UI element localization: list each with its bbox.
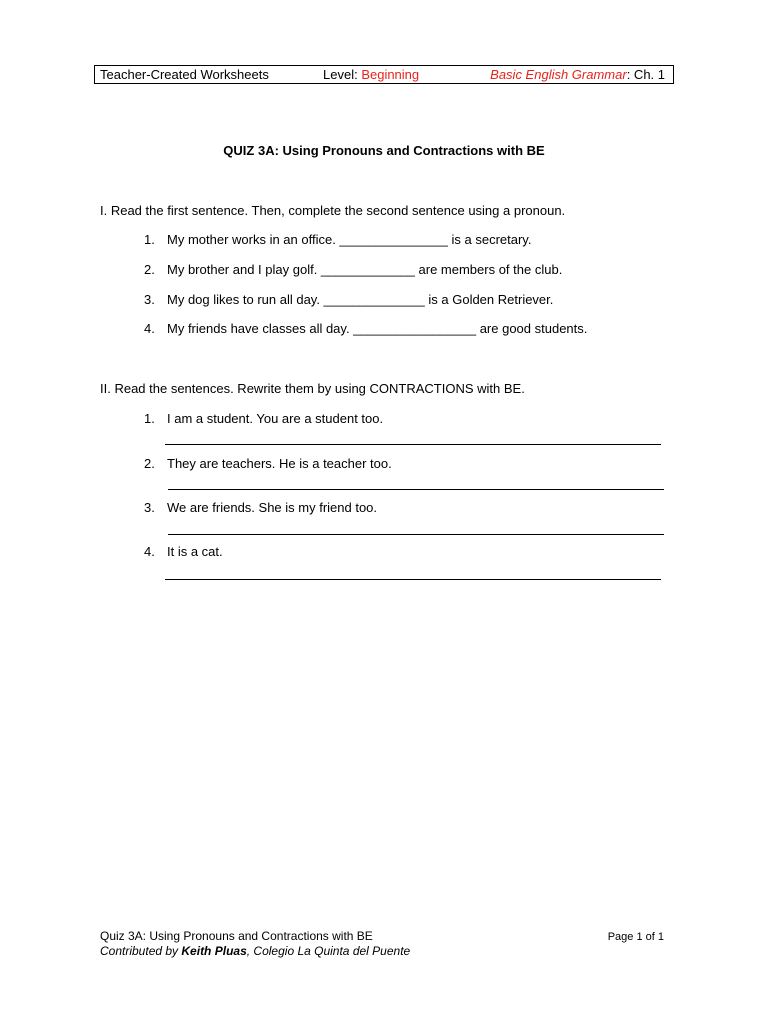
quiz-title: QUIZ 3A: Using Pronouns and Contractions with BE: [223, 143, 545, 158]
author-name: Keith Pluas: [181, 944, 247, 958]
answer-line[interactable]: [168, 489, 664, 490]
header-bar: [94, 65, 674, 84]
item-number: 1.: [144, 411, 155, 426]
item-number: 4.: [144, 321, 155, 336]
level-value: Beginning: [361, 67, 420, 82]
item-text: My friends have classes all day. _________________ are good students.: [167, 321, 588, 336]
item-text: It is a cat.: [167, 544, 223, 559]
item-text: We are friends. She is my friend too.: [167, 500, 378, 515]
level-label: Level:: [323, 67, 362, 82]
part2-item: [144, 411, 383, 427]
answer-line[interactable]: [165, 444, 661, 445]
chapter-label: : Ch. 1: [626, 67, 665, 82]
page-footer: [100, 929, 664, 959]
page-number: Page 1 of 1: [607, 931, 664, 943]
item-number: 4.: [144, 544, 155, 559]
level-indicator: [323, 66, 419, 83]
part2-item: [144, 544, 223, 560]
contributed-by-label: Contributed by: [100, 944, 182, 958]
school-name: , Colegio La Quinta del Puente: [246, 944, 411, 958]
item-text: My brother and I play golf. _____________ are members of the club.: [167, 262, 563, 277]
book-title: Basic English Grammar: [490, 67, 627, 82]
item-number: 3.: [144, 500, 155, 515]
part2-item: [144, 456, 392, 472]
item-number: 1.: [144, 232, 155, 247]
part1-item: [144, 321, 587, 337]
answer-line[interactable]: [168, 534, 664, 535]
item-number: 3.: [144, 292, 155, 307]
part2-item: [144, 500, 377, 516]
footer-title: Quiz 3A: Using Pronouns and Contractions with BE: [100, 929, 373, 943]
item-text: They are teachers. He is a teacher too.: [167, 456, 392, 471]
item-number: 2.: [144, 456, 155, 471]
item-number: 2.: [144, 262, 155, 277]
item-text: I am a student. You are a student too.: [167, 411, 384, 426]
footer-contributor: [100, 944, 664, 959]
part1-item: [144, 262, 562, 278]
worksheet-source: Teacher-Created Worksheets: [100, 67, 269, 82]
item-text: My mother works in an office. _______________ is a secretary.: [167, 232, 532, 247]
part1-item: [144, 232, 531, 248]
answer-line[interactable]: [165, 579, 661, 580]
part1-instruction: I. Read the first sentence. Then, complete the second sentence using a pronoun.: [100, 203, 566, 218]
item-text: My dog likes to run all day. ______________ is a Golden Retriever.: [167, 292, 554, 307]
part1-item: [144, 292, 553, 308]
book-chapter: [490, 66, 665, 83]
part2-instruction: II. Read the sentences. Rewrite them by using CONTRACTIONS with BE.: [100, 381, 525, 396]
